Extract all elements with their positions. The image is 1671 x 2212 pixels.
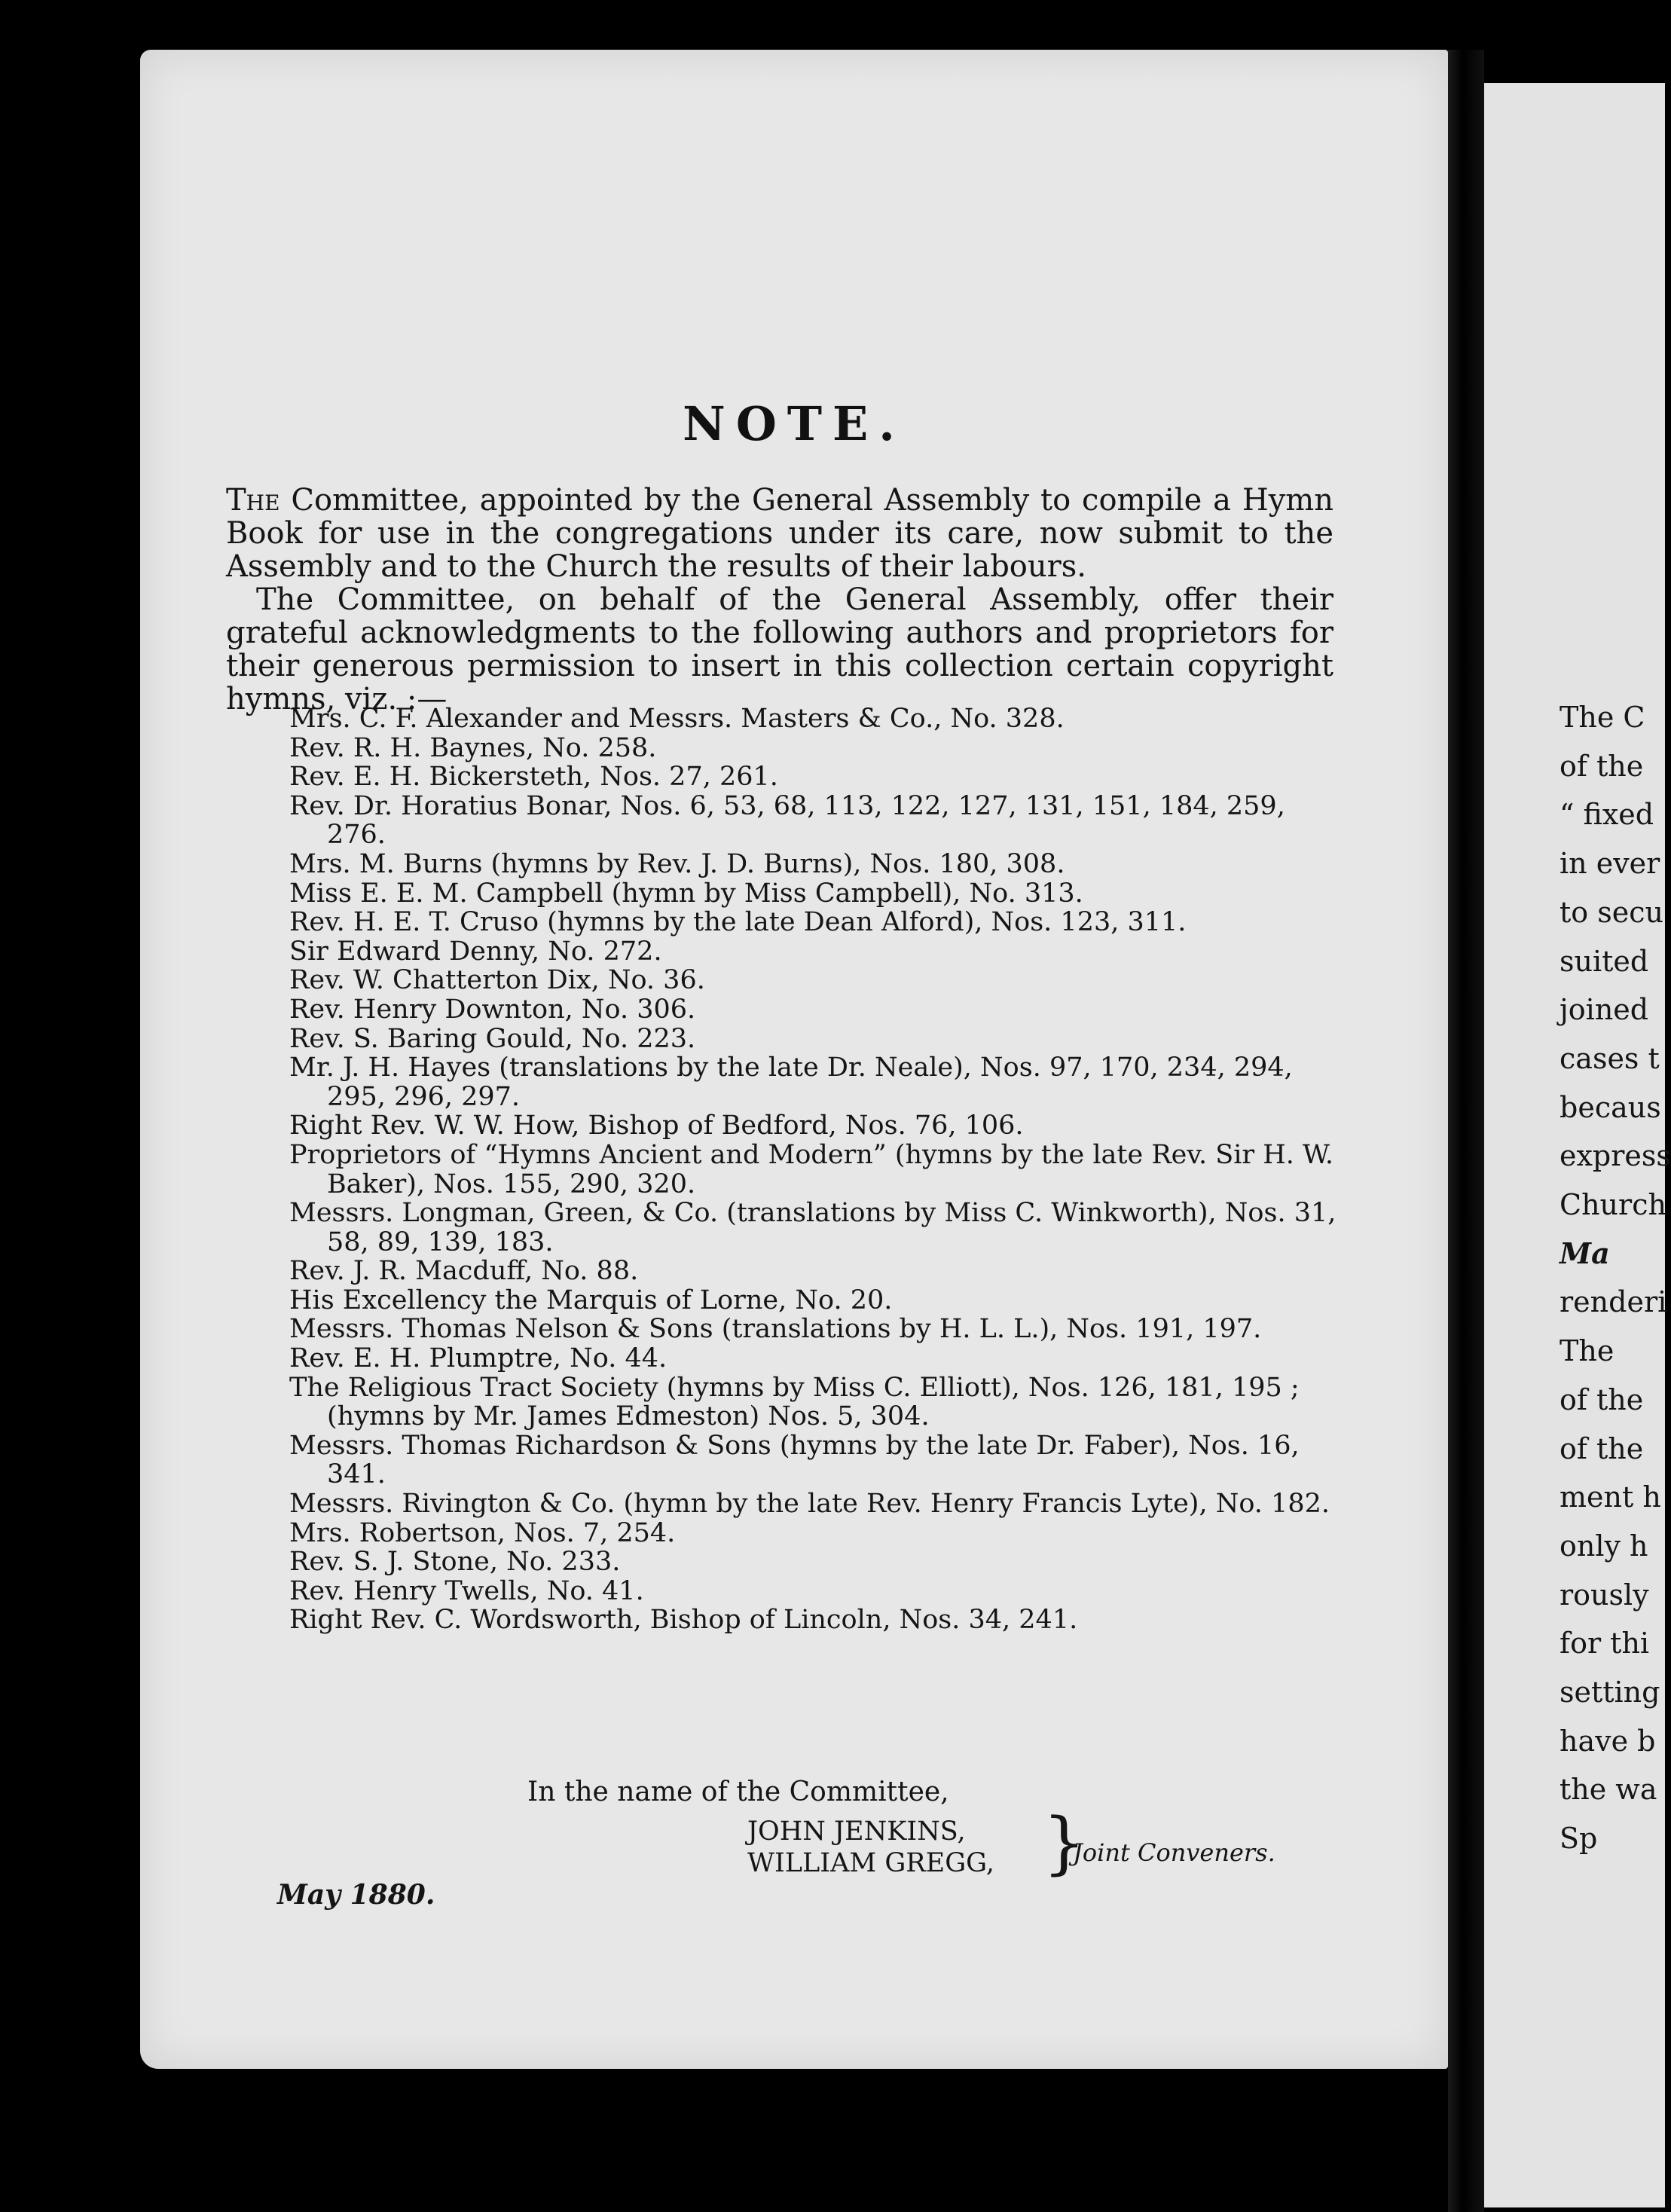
signature-intro: In the name of the Committee, — [527, 1777, 949, 1807]
facing-line: of the — [1559, 1431, 1644, 1465]
facing-line: of the — [1559, 749, 1644, 783]
list-item: Rev. Henry Twells, No. 41. — [289, 1575, 644, 1606]
list-item: Rev. Henry Downton, No. 306. — [289, 994, 696, 1025]
list-item: Mrs. Robertson, Nos. 7, 254. — [289, 1517, 676, 1548]
page-gutter — [1448, 50, 1484, 2212]
facing-line: suited — [1559, 944, 1649, 978]
intro-paragraph-2: The Committee, on behalf of the General Assembly, offer their grateful acknowledgments to the following authors and proprietors for their generous permission to insert in this collection certain copyright hymns, viz. :— — [226, 582, 1333, 716]
facing-line: joined — [1559, 993, 1649, 1027]
list-item: Messrs. Thomas Richardson & Sons (hymns by the late Dr. Faber), Nos. 16, 341. — [289, 1430, 1300, 1490]
list-item: Rev. E. H. Plumptre, No. 44. — [289, 1343, 667, 1374]
intro-lead-word: The — [226, 483, 280, 518]
list-item: Right Rev. C. Wordsworth, Bishop of Lincoln, Nos. 34, 241. — [289, 1605, 1078, 1636]
facing-line: have b — [1559, 1724, 1656, 1758]
list-item: Rev. W. Chatterton Dix, No. 36. — [289, 965, 705, 996]
facing-line: The — [1559, 1334, 1614, 1368]
facing-line: the wa — [1559, 1773, 1657, 1807]
signatory-names — [747, 1816, 994, 1879]
list-item: Messrs. Longman, Green, & Co. (translations by Miss C. Winkworth), Nos. 31, 58, 89, 139, 183. — [289, 1198, 1336, 1257]
facing-line: Church — [1559, 1188, 1666, 1222]
facing-line: for thi — [1559, 1627, 1650, 1661]
facing-line: becaus — [1559, 1090, 1661, 1124]
facing-line: The C — [1559, 701, 1645, 734]
facing-line: “ fixed — [1559, 798, 1654, 832]
list-item: Mrs. C. F. Alexander and Messrs. Masters & Co., No. 328. — [289, 704, 1065, 734]
brace-glyph: } — [1043, 1804, 1086, 1883]
intro-text — [226, 484, 1333, 716]
convener-role: Joint Conveners. — [1073, 1838, 1275, 1867]
facing-line: Ma — [1559, 1236, 1610, 1270]
facing-page-text — [1559, 693, 1671, 1863]
signatory-1: JOHN JENKINS, — [747, 1816, 966, 1847]
facing-line: renderi — [1559, 1285, 1667, 1319]
list-item: Rev. H. E. T. Cruso (hymns by the late Dean Alford), Nos. 123, 311. — [289, 907, 1187, 938]
list-item: Rev. S. J. Stone, No. 233. — [289, 1547, 621, 1578]
page-title: NOTE. — [683, 396, 906, 451]
list-item: Sir Edward Denny, No. 272. — [289, 936, 662, 967]
acknowledgment-list — [289, 704, 1344, 1635]
list-item: Mrs. M. Burns (hymns by Rev. J. D. Burns), Nos. 180, 308. — [289, 848, 1065, 879]
facing-line: in ever — [1559, 847, 1660, 881]
list-item: His Excellency the Marquis of Lorne, No. 20. — [289, 1285, 893, 1315]
list-item: Messrs. Rivington & Co. (hymn by the late Rev. Henry Francis Lyte), No. 182. — [289, 1489, 1330, 1520]
list-item: Rev. S. Baring Gould, No. 223. — [289, 1023, 696, 1054]
signatory-2: WILLIAM GREGG, — [747, 1848, 995, 1878]
list-item: Rev. J. R. Macduff, No. 88. — [289, 1256, 639, 1287]
facing-line: only h — [1559, 1529, 1648, 1563]
list-item: Messrs. Thomas Nelson & Sons (translations by H. L. L.), Nos. 191, 197. — [289, 1314, 1262, 1345]
facing-line: cases t — [1559, 1041, 1660, 1075]
facing-line: Sp — [1559, 1822, 1598, 1856]
list-item: Mr. J. H. Hayes (translations by the late Dr. Neale), Nos. 97, 170, 234, 294, 295, 296, 297. — [289, 1053, 1293, 1112]
list-item: Proprietors of “Hymns Ancient and Modern” (hymns by the late Rev. Sir H. W. Baker), Nos. 155, 290, 320. — [289, 1139, 1334, 1199]
intro-paragraph-1-text: Committee, appointed by the General Assembly to compile a Hymn Book for use in the congregations under its care, now submit to the Assembly and to the Church the results of their labours. — [226, 483, 1333, 584]
facing-line: express — [1559, 1139, 1671, 1173]
list-item: Miss E. E. M. Campbell (hymn by Miss Campbell), No. 313. — [289, 878, 1083, 909]
facing-line: rously — [1559, 1578, 1649, 1612]
list-item: The Religious Tract Society (hymns by Miss C. Elliott), Nos. 126, 181, 195 ; (hymns by Mr. James Edmeston) Nos. 5, 304. — [289, 1372, 1300, 1432]
list-item: Rev. R. H. Baynes, No. 258. — [289, 732, 657, 763]
facing-line: ment h — [1559, 1480, 1661, 1514]
list-item: Rev. E. H. Bickersteth, Nos. 27, 261. — [289, 762, 778, 793]
facing-line: setting — [1559, 1676, 1660, 1709]
intro-paragraph-1 — [226, 484, 1333, 583]
facing-line: of the — [1559, 1382, 1644, 1416]
list-item: Right Rev. W. W. How, Bishop of Bedford, Nos. 76, 106. — [289, 1111, 1024, 1141]
list-item: Rev. Dr. Horatius Bonar, Nos. 6, 53, 68, 113, 122, 127, 131, 151, 184, 259, 276. — [289, 790, 1285, 851]
signature-date: May 1880. — [277, 1879, 435, 1911]
facing-line: to secu — [1559, 895, 1663, 929]
